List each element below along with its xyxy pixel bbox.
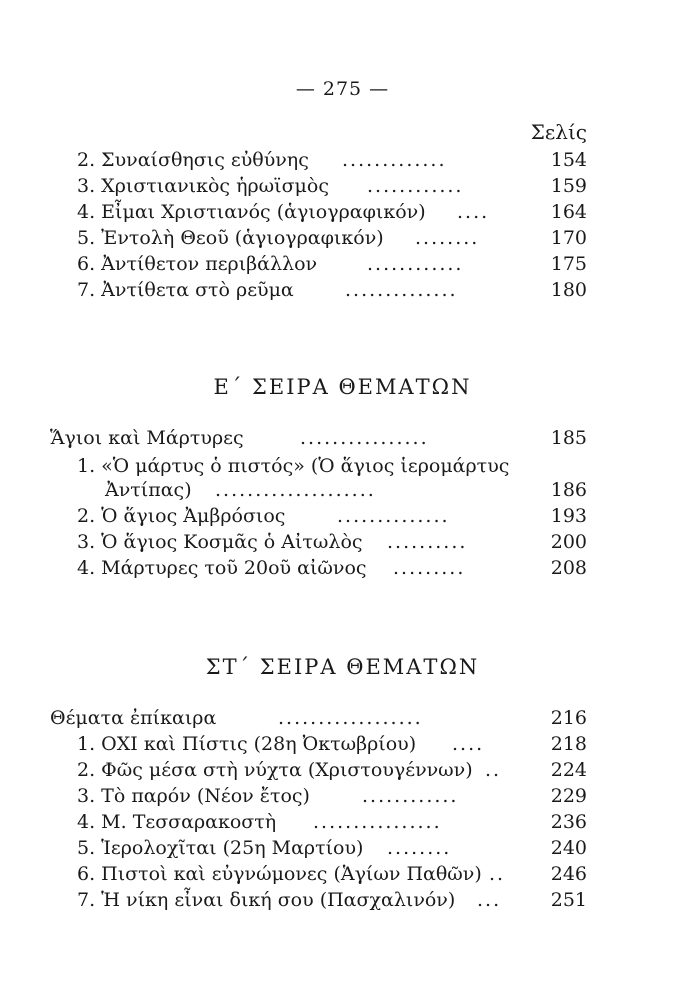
toc-entry: 5. Ἱερολοχῖται (25η Μαρτίου) ........ 240 bbox=[77, 837, 587, 859]
toc-entry: 4. Μάρτυρες τοῦ 20οῦ αἰῶνος ......... 208 bbox=[77, 557, 587, 579]
toc-entry: 2. Φῶς μέσα στὴ νύχτα (Χριστουγέννων) .. 224 bbox=[77, 759, 587, 781]
toc-entry: 3. Χριστιανικὸς ἡρωϊσμὸς ............ 159 bbox=[77, 175, 587, 197]
toc-entry: 1. ΟΧΙ καὶ Πίστις (28η Ὀκτωβρίου) .... 218 bbox=[77, 733, 587, 755]
page-column-header: Σελίς bbox=[530, 120, 587, 144]
toc-entry: 5. Ἐντολὴ Θεοῦ (ἁγιογραφικόν) ........ 170 bbox=[77, 227, 587, 249]
toc-entry: 3. Ὁ ἅγιος Κοσμᾶς ὁ Αἰτωλὸς .......... 200 bbox=[77, 531, 587, 553]
toc-entry: 7. Ἡ νίκη εἶναι δική σου (Πασχαλινόν) ... 251 bbox=[77, 889, 587, 911]
toc-entry: Ἀντίπας) .................... 186 bbox=[105, 479, 587, 501]
toc-entry: 2. Συναίσθησις εὐθύνης ............. 154 bbox=[77, 149, 587, 171]
toc-entry: 3. Τὸ παρόν (Νέον ἔτος) ............ 229 bbox=[77, 785, 587, 807]
toc-entry: 1. «Ὁ μάρτυς ὁ πιστός» (Ὁ ἅγιος ἱερομάρτυς bbox=[77, 455, 510, 477]
toc-entry: Θέματα ἐπίκαιρα .................. 216 bbox=[50, 707, 587, 729]
toc-entry: 7. Ἀντίθετα στὸ ρεῦμα .............. 180 bbox=[77, 279, 587, 301]
toc-entry: 4. Εἶμαι Χριστιανός (ἁγιογραφικόν) .... 164 bbox=[77, 201, 587, 223]
toc-entry: 2. Ὁ ἅγιος Ἀμβρόσιος .............. 193 bbox=[77, 505, 587, 527]
toc-entry: 4. Μ. Τεσσαρακοστὴ ................ 236 bbox=[77, 811, 587, 833]
section-title: ΣΤ΄ ΣΕΙΡΑ ΘΕΜΑΤΩΝ bbox=[205, 655, 480, 679]
toc-entry: 6. Ἀντίθετον περιβάλλον ............ 175 bbox=[77, 253, 587, 275]
toc-entry: Ἅγιοι καὶ Μάρτυρες ................ 185 bbox=[50, 427, 587, 449]
section-title: Ε΄ ΣΕΙΡΑ ΘΕΜΑΤΩΝ bbox=[213, 375, 472, 399]
page-number: — 275 — bbox=[295, 78, 390, 100]
toc-entry: 6. Πιστοὶ καὶ εὐγνώμονες (Ἁγίων Παθῶν) .. 246 bbox=[77, 863, 587, 885]
